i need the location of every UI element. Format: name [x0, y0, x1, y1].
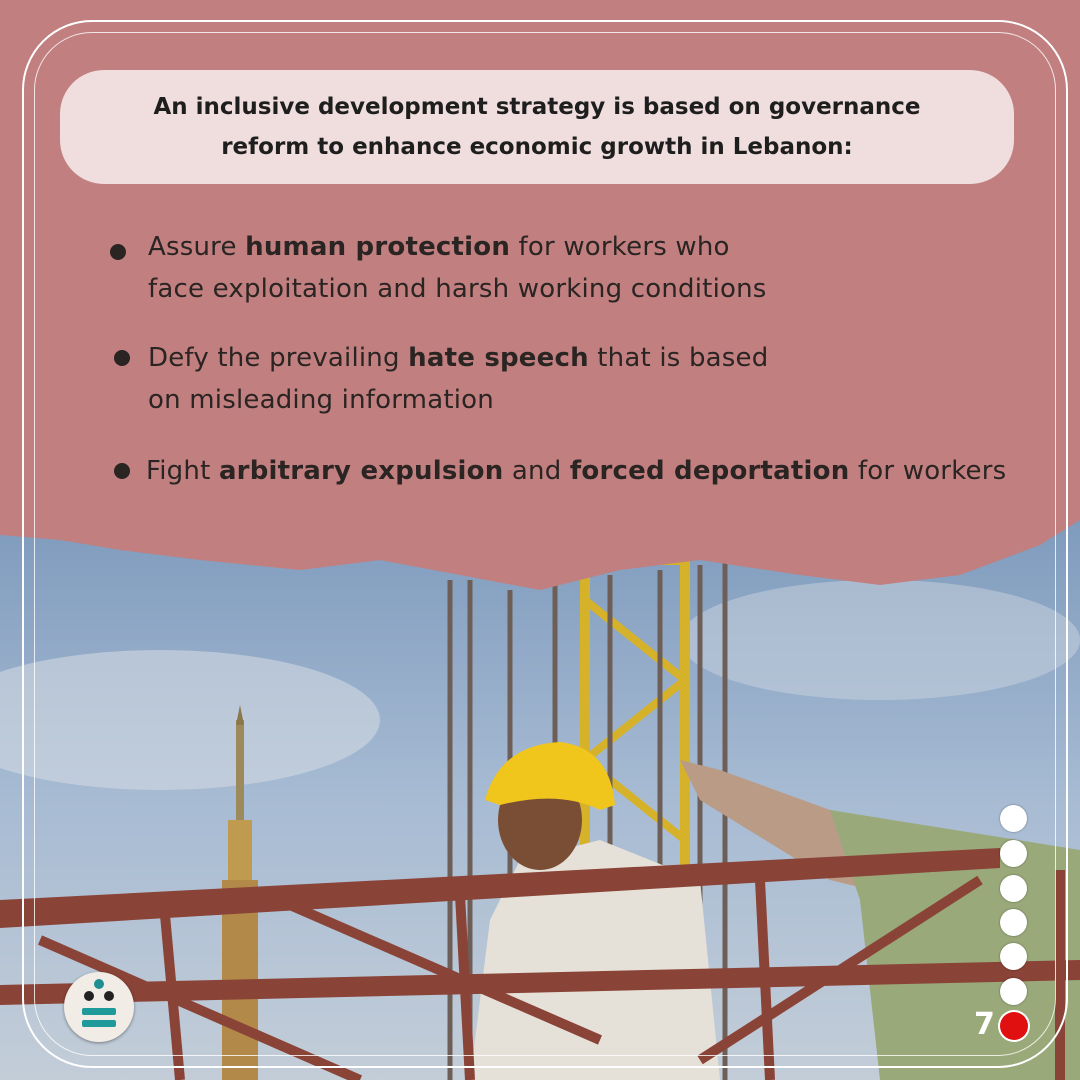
bullet-3-text-bold-1: arbitrary expulsion	[218, 456, 504, 486]
bullet-item-3	[146, 450, 1006, 492]
page-dot-5[interactable]	[1000, 943, 1027, 970]
bullet-2-text-bold: hate speech	[408, 343, 589, 373]
bullet-3-text-pre: Fight	[146, 456, 219, 486]
page-dot-4[interactable]	[1000, 909, 1027, 936]
bullet-1-text-line-2: face exploitation and harsh working conditions	[148, 274, 767, 304]
bullet-2-text-post: that is based	[588, 343, 769, 373]
bullet-3-text-bold-2: forced deportation	[569, 456, 850, 486]
page-dot-2[interactable]	[1000, 840, 1027, 867]
bullet-1-text-pre: Assure	[148, 232, 246, 262]
bullet-dot-3	[114, 463, 130, 479]
bullet-3-text-post: for workers	[849, 456, 1007, 486]
bullet-item-2	[148, 337, 768, 421]
page-dot-active[interactable]	[1000, 1012, 1028, 1040]
bullet-2-text-line-2: on misleading information	[148, 385, 494, 415]
face-logo-icon	[64, 972, 134, 1042]
header-banner	[60, 70, 1014, 184]
bullet-3-text-mid: and	[503, 456, 570, 486]
bullet-dot-1	[110, 244, 126, 260]
header-line-1: An inclusive development strategy is based on governance	[153, 94, 921, 120]
header-title	[137, 87, 937, 167]
page-dot-1[interactable]	[1000, 805, 1027, 832]
bullet-item-1	[148, 226, 767, 310]
bullet-dot-2	[114, 350, 130, 366]
bullet-1-text-post: for workers who	[510, 232, 730, 262]
header-line-2: reform to enhance economic growth in Lebanon:	[221, 134, 853, 160]
page-dot-6[interactable]	[1000, 978, 1027, 1005]
bullet-2-text-pre: Defy the prevailing	[148, 343, 409, 373]
page-dot-3[interactable]	[1000, 875, 1027, 902]
page-number: 7	[974, 1007, 995, 1042]
bullet-1-text-bold: human protection	[245, 232, 511, 262]
